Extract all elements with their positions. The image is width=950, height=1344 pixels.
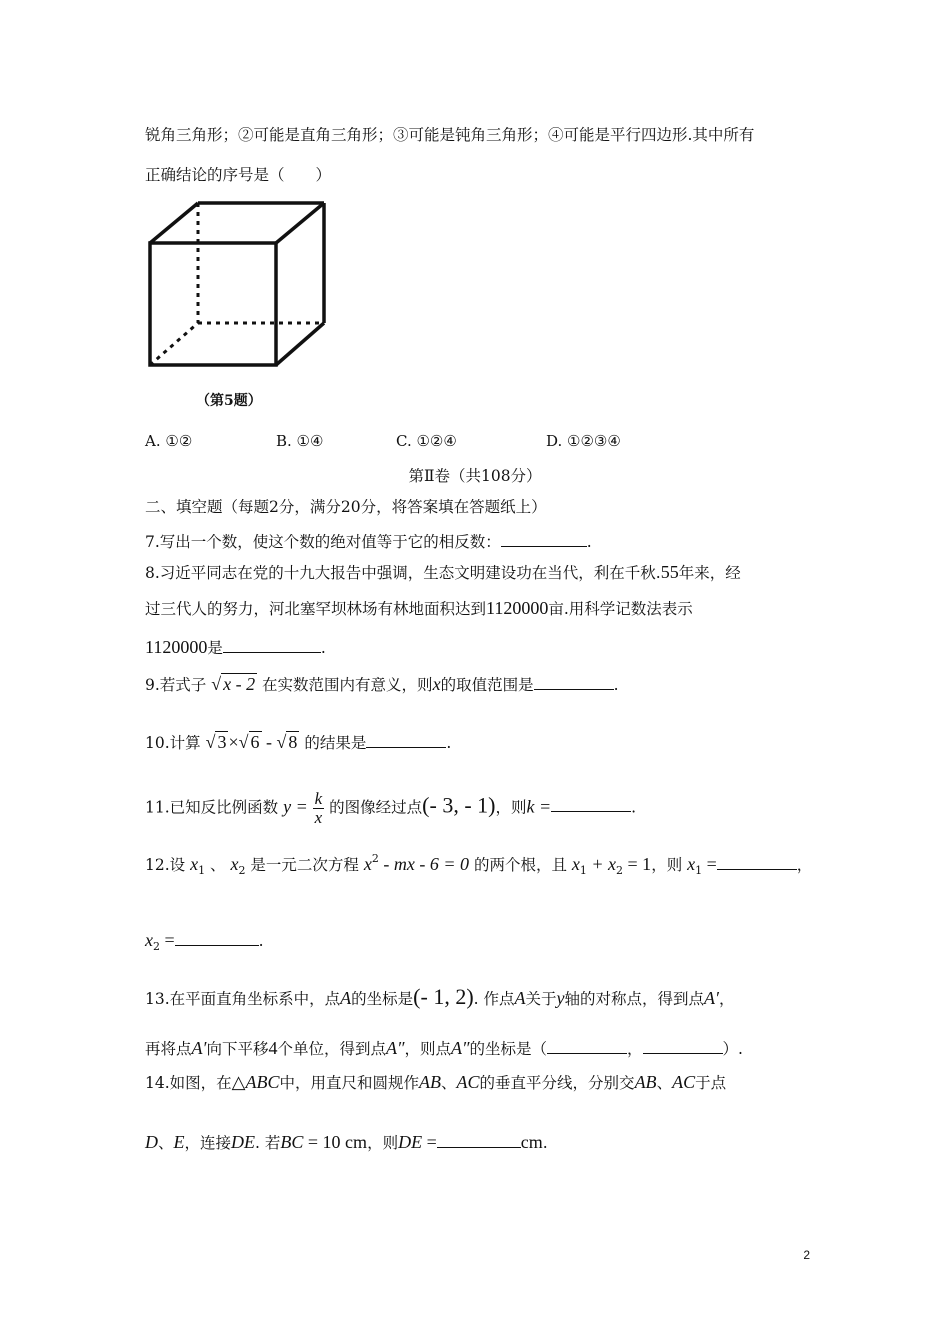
question-8-line3: 1120000是 .: [145, 637, 326, 657]
question-8-line1: 8.习近平同志在党的十九大报告中强调，生态文明建设功在当代，利在千秋.55年来，经: [145, 562, 741, 582]
cube-top-right-edge: [276, 203, 324, 243]
question-9: 9.若式子 √ x - 2 在实数范围内有意义，则x的取值范围是 .: [145, 674, 619, 694]
cube-figure: [140, 195, 340, 415]
q9-sqrt-expression: √ x - 2: [211, 674, 256, 694]
question-11: 11.已知反比例函数 y = $\frac{k}{x}$ 的图像经过点(- 3, - 1)，则k = .: [145, 789, 637, 827]
question-14-line1: 14.如图，在△ABC中，用直尺和圆规作AB、AC的垂直平分线，分别交AB、AC于点: [145, 1072, 727, 1092]
page-number: 2: [803, 1248, 810, 1262]
cube-bottom-right-edge: [276, 323, 324, 365]
cube-top-left-edge: [150, 203, 198, 243]
q13-answer-blank-x: [547, 1039, 627, 1054]
option-a: A. ①②: [145, 432, 193, 450]
question-13-line2: 再将点A′向下平移4个单位，得到点A″，则点A″的坐标是（ ， ）.: [145, 1038, 743, 1058]
section-instructions: 二、填空题（每题2分，满分20分，将答案填在答题纸上）: [145, 498, 547, 516]
section-title: 第Ⅱ卷（共108分）: [408, 467, 542, 485]
q10-answer-blank: [366, 733, 446, 748]
question-7: 7.写出一个数，使这个数的绝对值等于它的相反数： .: [145, 533, 592, 551]
q9-answer-blank: [534, 675, 614, 690]
option-d: D. ①②③④: [546, 432, 621, 450]
question-12-line1: 12.设 $x_1$ 、 $x_2$ 是一元二次方程 $x^2$ - mx - 6 = 0 的两个根，且 $x_1 + x_2 = 1$，则 $x_1$ = ，: [145, 852, 813, 877]
q7-text: 7.写出一个数，使这个数的绝对值等于它的相反数：: [145, 533, 501, 551]
q6-line1: 锐角三角形；②可能是直角三角形；③可能是钝角三角形；④可能是平行四边形.其中所有: [145, 126, 755, 144]
option-c: C. ①②④: [396, 432, 457, 450]
q7-answer-blank: [501, 532, 587, 547]
q8-answer-blank: [223, 638, 321, 653]
q11-fraction: $\frac{k}{x}$: [314, 789, 323, 827]
q13-answer-blank-y: [643, 1039, 723, 1054]
q12-answer-blank-x1: [717, 855, 797, 870]
q14-answer-blank: [437, 1133, 521, 1148]
question-13-line1: 13.在平面直角坐标系中，点A的坐标是(- 1, 2). 作点A关于y轴的对称点，得到点A′，: [145, 984, 735, 1009]
question-10: 10.计算 √ 3 ×√ 6 - √ 8 的结果是 .: [145, 732, 452, 752]
cube-hidden-bottom-left-edge: [150, 323, 198, 365]
q11-answer-blank: [551, 797, 631, 812]
question-12-line2: $x_2$ = .: [145, 930, 264, 953]
cube-front-face: [150, 243, 276, 365]
q12-answer-blank-x2: [175, 931, 259, 946]
question-8-line2: 过三代人的努力，河北塞罕坝林场有林地面积达到1120000亩.用科学记数法表示: [145, 598, 693, 618]
figure-caption: （第5题）: [196, 393, 262, 409]
option-b: B. ①④: [276, 432, 324, 450]
question-14-line2: D、E，连接DE. 若BC = 10 cm，则DE = cm.: [145, 1132, 548, 1152]
q6-line2: 正确结论的序号是（ ）: [145, 166, 332, 184]
